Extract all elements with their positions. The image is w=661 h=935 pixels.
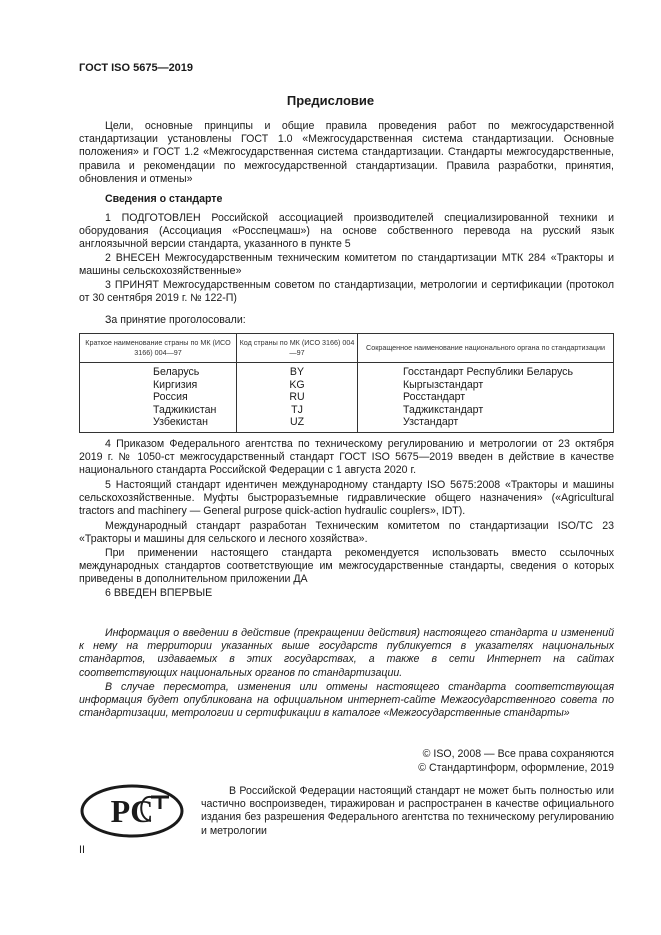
vote-label: За принятие проголосовали:: [105, 314, 246, 326]
table-row: [80, 363, 614, 379]
table-cell-country: Киргизия: [80, 379, 237, 392]
table-cell-code: BY: [237, 363, 358, 379]
table-cell-body: Кыргызстандарт: [358, 379, 614, 392]
voting-table: [79, 333, 614, 433]
table-header-code: Код страны по МК (ИСО 3166) 004—97: [237, 334, 358, 363]
table-row: [80, 416, 614, 432]
info-paragraph-2: В случае пересмотра, изменения или отмены настоящего стандарта соответствующая информация будет опубликована на официальном интернет-сайте Межгосударственного совета по стандартизации, метрологии и сертификации в каталоге «Межгосударственные стандарты»: [79, 681, 614, 720]
section-subtitle: Сведения о стандарте: [105, 193, 223, 205]
item-2: 2 ВНЕСЕН Межгосударственным техническим комитетом по стандартизации МТК 284 «Тракторы и машины сельскохозяйственные»: [79, 252, 614, 278]
table-header-country: Краткое наименование страны по МК (ИСО 3166) 004—97: [80, 334, 237, 363]
info-paragraph-1: Информация о введении в действие (прекращении действия) настоящего стандарта и изменений к нему на территории указанных выше государств публикуется в указателях национальных стандартов, издаваемых в этих государствах, а также в сети Интернет на сайтах соответствующих национальных органов по стандартизации.: [79, 627, 614, 679]
item-5: 5 Настоящий стандарт идентичен международному стандарту ISO 5675:2008 «Тракторы и машины сельскохозяйственные. Муфты быстроразъемные гидравлические общего назначения» («Agricultural tractors and machinery — General purpose quick-action hydraulic couplers», IDT).: [79, 479, 614, 518]
table-header-row: [80, 334, 614, 363]
svg-text:PC: PC: [110, 793, 154, 829]
copyright-iso: © ISO, 2008 — Все права сохраняются: [422, 748, 614, 760]
table-cell-code: TJ: [237, 404, 358, 417]
table-row: [80, 404, 614, 417]
item-1: 1 ПОДГОТОВЛЕН Российской ассоциацией производителей специализированной техники и оборудования (Ассоциация «Росспецмаш») на основе собственного перевода на русский язык англоязычной версии стандарта, указанного в пункте 5: [79, 212, 614, 251]
table-cell-country: Россия: [80, 391, 237, 404]
table-cell-body: Росстандарт: [358, 391, 614, 404]
table-cell-body: Таджикстандарт: [358, 404, 614, 417]
item-3: 3 ПРИНЯТ Межгосударственным советом по стандартизации, метрологии и сертификации (протокол от 30 сентября 2019 г. № 122-П): [79, 279, 614, 305]
table-cell-country: Узбекистан: [80, 416, 237, 432]
rst-certification-mark-icon: [79, 783, 185, 839]
page-title: Предисловие: [286, 93, 375, 108]
table-cell-country: Беларусь: [80, 363, 237, 379]
table-header-body: Сокращенное наименование национального органа по стандартизации: [358, 334, 614, 363]
item-4: 4 Приказом Федерального агентства по техническому регулированию и метрологии от 23 октября 2019 г. № 1050-ст межгосударственный стандарт ГОСТ ISO 5675—2019 введен в действие в качестве национального стандарта Российской Федерации с 1 августа 2020 г.: [79, 438, 614, 477]
rf-reproduction-notice: В Российской Федерации настоящий стандарт не может быть полностью или частично воспроизведен, тиражирован и распространен в качестве официального издания без разрешения Федерального агентства по техническому регулированию и метрологии: [201, 785, 614, 837]
page-number: II: [79, 844, 85, 856]
item-6: 6 ВВЕДЕН ВПЕРВЫЕ: [105, 587, 213, 599]
table-cell-country: Таджикистан: [80, 404, 237, 417]
table-row: [80, 379, 614, 392]
table-cell-code: RU: [237, 391, 358, 404]
table-cell-code: UZ: [237, 416, 358, 432]
document-header: ГОСТ ISO 5675—2019: [79, 62, 194, 74]
copyright-standartinform: © Стандартинформ, оформление, 2019: [418, 762, 614, 774]
table-cell-code: KG: [237, 379, 358, 392]
table-cell-body: Узстандарт: [358, 416, 614, 432]
item-5-application: При применении настоящего стандарта рекомендуется использовать вместо ссылочных международных стандартов соответствующие им межгосударственные стандарты, сведения о которых приведены в дополнительном приложении ДА: [79, 547, 614, 586]
table-row: [80, 391, 614, 404]
table-cell-body: Госстандарт Республики Беларусь: [358, 363, 614, 379]
intro-paragraph: Цели, основные принципы и общие правила проведения работ по межгосударственной стандартизации установлены ГОСТ 1.0 «Межгосударственная система стандартизации. Основные положения» и ГОСТ 1.2 «Межгосударственная система стандартизации. Стандарты межгосударственные, правила и рекомендации по межгосударственной стандартизации. Правила разработки, принятия, обновления и отмены»: [79, 120, 614, 185]
item-5-tc: Международный стандарт разработан Техническим комитетом по стандартизации ISO/TC 23 «Тракторы и машины для сельского и лесного хозяйства».: [79, 520, 614, 546]
